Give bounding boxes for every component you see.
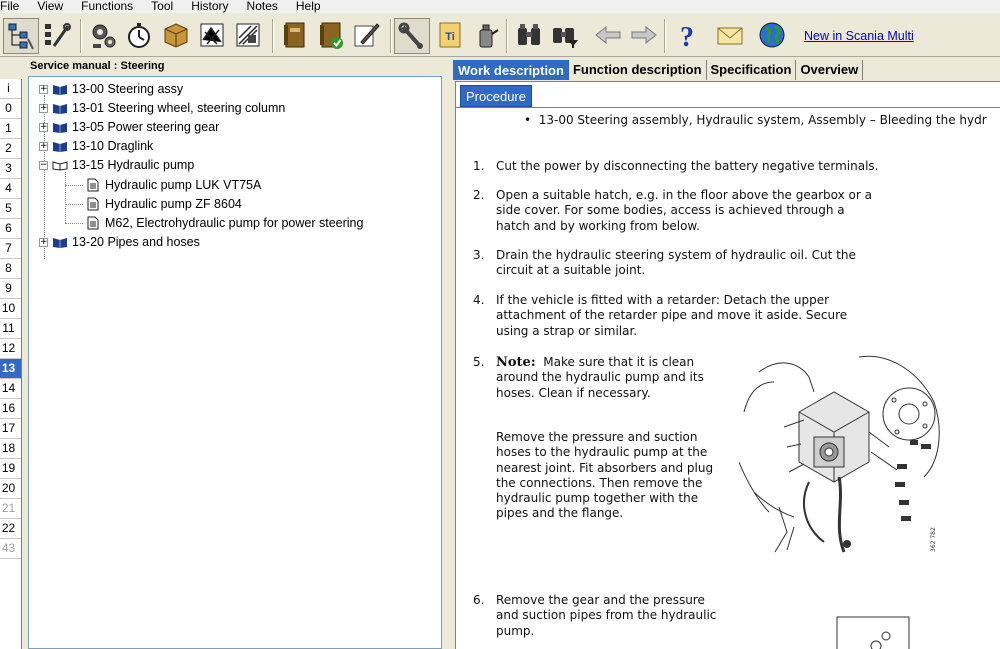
hydraulic-pump-illustration: [739, 352, 944, 562]
document-panel: [451, 57, 1000, 649]
step-text: Remove the gear and the pressure: [496, 593, 705, 607]
tree-node[interactable]: [39, 99, 285, 117]
step-text: Drain the hydraulic steering system of hydraulic oil. Cut the: [496, 248, 856, 262]
step-number: 5.: [473, 355, 485, 369]
blueprint-icon[interactable]: [196, 19, 228, 51]
tree-node[interactable]: [39, 80, 183, 98]
step-text: around the hydraulic pump and its: [496, 370, 704, 385]
index-item[interactable]: 16: [0, 399, 21, 419]
note-label: Note:: [496, 355, 536, 370]
step-number: 2.: [473, 188, 485, 202]
tab-function-description[interactable]: Function description: [569, 60, 707, 80]
figure-code: 362 782: [930, 527, 937, 552]
index-item[interactable]: i: [0, 79, 21, 99]
stopwatch-icon[interactable]: [123, 19, 155, 51]
tree-node-label: 13-01 Steering wheel, steering column: [72, 101, 286, 115]
tree-leaf-label: Hydraulic pump LUK VT75A: [105, 178, 262, 192]
index-item[interactable]: 18: [0, 439, 21, 459]
tree-node-label: 13-15 Hydraulic pump: [72, 158, 195, 172]
step-text: hydraulic pump together with the: [496, 491, 699, 506]
circuit-board-icon[interactable]: [232, 19, 264, 51]
book-icon: [52, 83, 68, 95]
toolbar: [0, 13, 1000, 57]
step-text: attachment of the retarder pipe and move it aside. Secure: [496, 308, 848, 323]
tree-leaf[interactable]: [87, 214, 363, 232]
index-item[interactable]: 3: [0, 159, 21, 179]
step-text: and suction pipes from the hydraulic: [496, 608, 717, 623]
step-number: 4.: [473, 293, 485, 307]
book-icon: [52, 140, 68, 152]
arrow-left-icon[interactable]: [592, 19, 624, 51]
tab-specification[interactable]: Specification: [707, 60, 797, 80]
tree-leaf[interactable]: [87, 195, 242, 213]
svg-text:?: ?: [680, 22, 694, 50]
panel-splitter[interactable]: [443, 57, 451, 649]
ti-icon[interactable]: [434, 19, 466, 51]
arrow-right-icon[interactable]: [628, 19, 660, 51]
document-icon: [87, 197, 99, 211]
index-item[interactable]: 12: [0, 339, 21, 359]
menu-history[interactable]: History: [191, 0, 229, 13]
document-tabs: [453, 59, 863, 81]
reference-bullet: • 13-00 Steering assembly, Hydraulic system, Assembly – Bleeding the hydr: [524, 113, 987, 127]
step-text: pipes and the flange.: [496, 506, 624, 521]
tab-overview[interactable]: Overview: [796, 60, 863, 80]
step-text: Open a suitable hatch, e.g. in the floor above the gearbox or a: [496, 188, 872, 202]
document-content: [455, 81, 1000, 649]
step-text: Cut the power by disconnecting the battery negative terminals.: [496, 159, 879, 173]
step-text: nearest joint. Fit absorbers and plug: [496, 460, 714, 475]
step-text: Remove the pressure and suction: [496, 430, 698, 444]
service-manual-tree: [28, 76, 442, 649]
tree-leaf-label: M62, Electrohydraulic pump for power steering: [105, 216, 364, 230]
index-item[interactable]: 2: [0, 139, 21, 159]
help-question-icon[interactable]: [671, 19, 703, 51]
tree-view-icon[interactable]: [3, 18, 39, 54]
tree-node-label: 13-00 Steering assy: [72, 82, 184, 96]
wrench-tree-icon[interactable]: [41, 19, 73, 51]
index-item[interactable]: 17: [0, 419, 21, 439]
tree-leaf[interactable]: [87, 176, 261, 194]
menu-file[interactable]: File: [0, 0, 20, 13]
step-text: If the vehicle is fitted with a retarder: Detach the upper: [496, 293, 830, 307]
step-text: hatch and by working from below.: [496, 218, 700, 233]
index-item[interactable]: 19: [0, 459, 21, 479]
gears-icon[interactable]: [88, 19, 120, 51]
menu-help[interactable]: Help: [295, 0, 321, 13]
step-text: side cover. For some bodies, access is achieved through a: [496, 203, 845, 218]
index-item[interactable]: 20: [0, 479, 21, 499]
index-item[interactable]: 10: [0, 299, 21, 319]
oil-can-icon[interactable]: [470, 19, 502, 51]
menu-bar: [0, 0, 1000, 13]
index-item[interactable]: 11: [0, 319, 21, 339]
section-index: [0, 79, 22, 649]
menu-notes[interactable]: Notes: [246, 0, 278, 13]
binder-check-icon[interactable]: [314, 19, 346, 51]
new-in-scania-link[interactable]: New in Scania Multi: [804, 29, 914, 43]
tab-work-description[interactable]: Work description: [453, 60, 569, 80]
document-icon: [87, 216, 99, 230]
step-text: using a strap or similar.: [496, 323, 638, 338]
tree-node-label: 13-20 Pipes and hoses: [72, 235, 200, 249]
expand-icon[interactable]: +: [40, 121, 48, 132]
globe-icon[interactable]: [756, 19, 788, 51]
envelope-icon[interactable]: [714, 19, 746, 51]
step-text: circuit at a suitable joint.: [496, 263, 646, 278]
index-item[interactable]: 5: [0, 199, 21, 219]
index-item[interactable]: 7: [0, 239, 21, 259]
book-icon: [52, 102, 68, 114]
book-icon: [52, 236, 68, 248]
tree-node-expanded[interactable]: [39, 156, 194, 174]
menu-view[interactable]: View: [37, 0, 64, 13]
binder-icon[interactable]: [278, 19, 310, 51]
tree-node[interactable]: [39, 233, 200, 251]
binoculars-filter-icon[interactable]: [549, 19, 581, 51]
package-box-icon[interactable]: [160, 19, 192, 51]
expand-icon[interactable]: +: [40, 102, 48, 113]
menu-functions[interactable]: Functions: [81, 0, 134, 13]
index-item[interactable]: 4: [0, 179, 21, 199]
step-number: 3.: [473, 248, 485, 262]
index-item[interactable]: 1: [0, 119, 21, 139]
index-item[interactable]: 14: [0, 379, 21, 399]
tab-procedure[interactable]: Procedure: [460, 85, 532, 107]
index-item[interactable]: 9: [0, 279, 21, 299]
index-item-disabled: 43: [0, 539, 21, 559]
index-item-disabled: 21: [0, 499, 21, 519]
collapse-icon[interactable]: −: [40, 159, 48, 170]
tree-node-label: 13-10 Draglink: [72, 139, 154, 153]
document-icon: [87, 178, 99, 192]
procedure-text: [456, 82, 1000, 649]
gear-pipes-illustration: [836, 616, 911, 649]
tree-leaf-label: Hydraulic pump ZF 8604: [105, 197, 242, 211]
step-number: 1.: [473, 159, 485, 173]
reference-link[interactable]: 13-00 Steering assembly, Hydraulic system, Assembly – Bleeding the hydr: [538, 113, 987, 127]
step-number: 6.: [473, 593, 485, 607]
wrench-icon[interactable]: [394, 18, 430, 54]
index-item[interactable]: 6: [0, 219, 21, 239]
svg-text:Ti: Ti: [445, 31, 455, 43]
step-text: Make sure that it is clean: [543, 355, 695, 369]
tree-panel-title: Service manual : Steering: [26, 58, 442, 74]
menu-tool[interactable]: Tool: [151, 0, 174, 13]
index-item[interactable]: 22: [0, 519, 21, 539]
expand-icon[interactable]: +: [40, 83, 48, 94]
step-text: the connections. Then remove the: [496, 475, 703, 490]
open-book-icon: [52, 159, 68, 171]
step-text: pump.: [496, 623, 535, 638]
step-text: hoses. Clean if necessary.: [496, 385, 651, 400]
binoculars-icon[interactable]: [513, 19, 545, 51]
step-text: hoses to the hydraulic pump at the: [496, 445, 708, 460]
index-item[interactable]: 0: [0, 99, 21, 119]
expand-icon[interactable]: +: [40, 140, 48, 151]
index-item[interactable]: 8: [0, 259, 21, 279]
pen-pad-icon[interactable]: [350, 19, 382, 51]
index-item-active[interactable]: 13: [0, 359, 21, 379]
tree-node-label: 13-05 Power steering gear: [72, 120, 220, 134]
book-icon: [52, 121, 68, 133]
expand-icon[interactable]: +: [40, 236, 48, 247]
tree-node[interactable]: [39, 137, 153, 155]
tree-node[interactable]: [39, 118, 219, 136]
